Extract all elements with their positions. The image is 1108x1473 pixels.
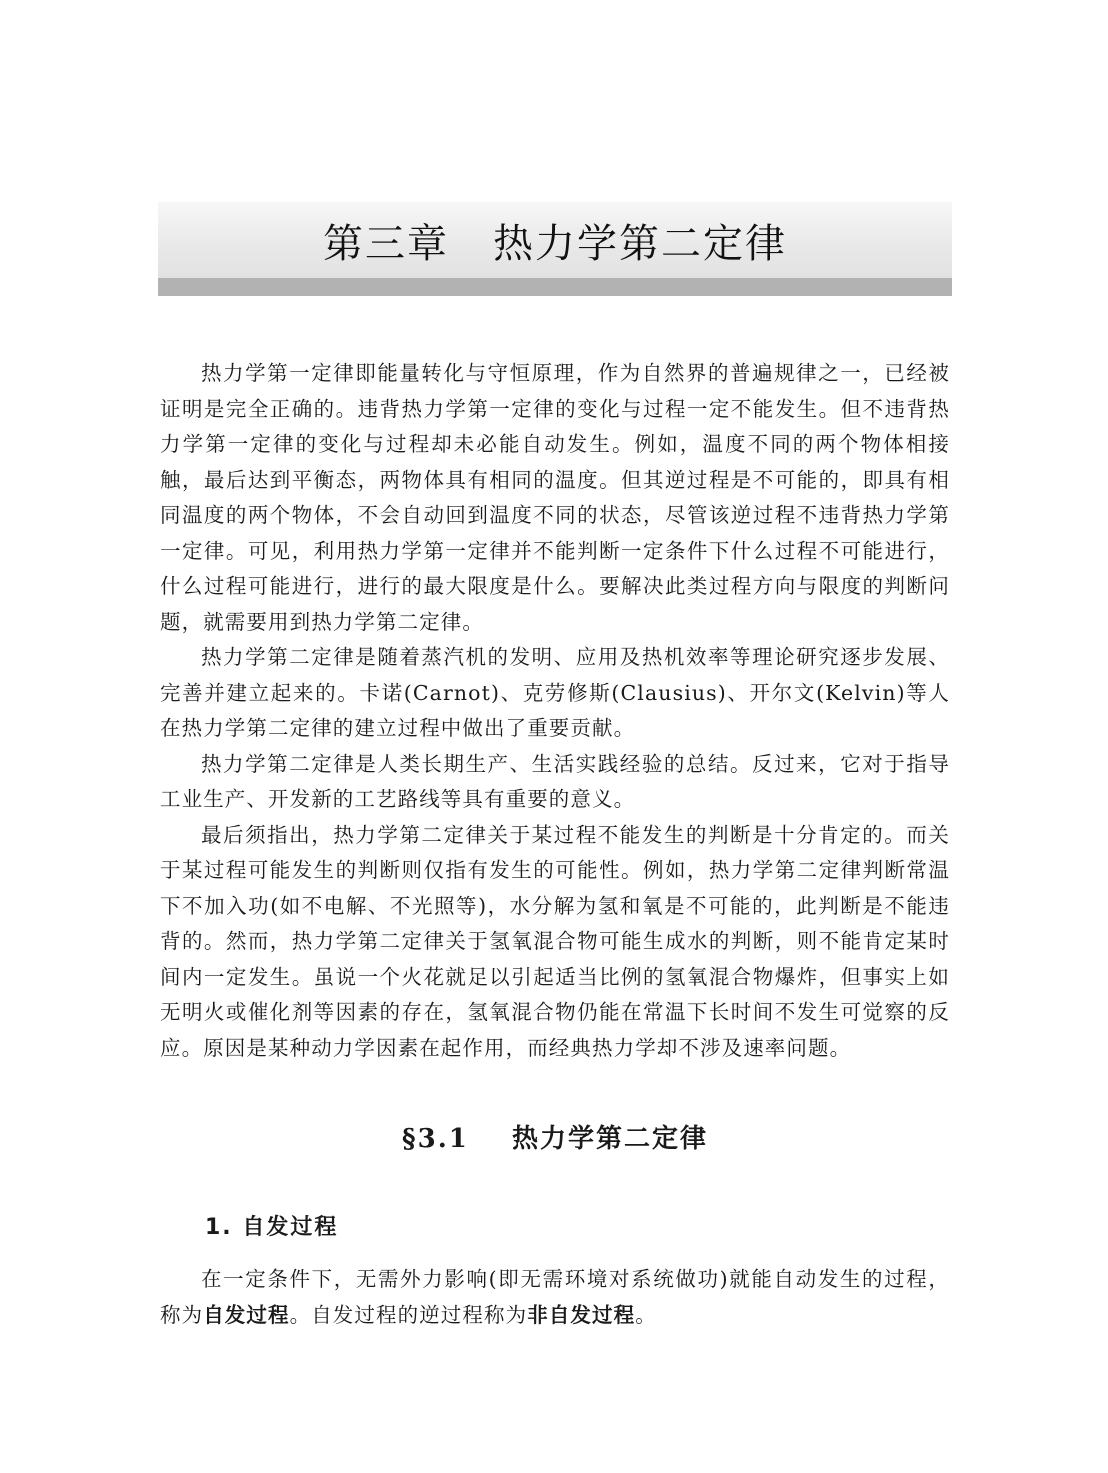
- definition-paragraph: [160, 1262, 950, 1333]
- definition-text-part: 。自发过程的逆过程称为: [289, 1302, 528, 1327]
- paragraph: 热力学第二定律是随着蒸汽机的发明、应用及热机效率等理论研究逐步发展、完善并建立起来的。卡诺(Carnot)、克劳修斯(Clausius)、开尔文(Kelvin)等人在热力学第二定律的建立过程中做出了重要贡献。: [160, 645, 950, 740]
- subsection-heading: 1. 自发过程: [205, 1215, 339, 1240]
- chapter-banner-bar: [158, 278, 952, 296]
- term-spontaneous-process: 自发过程: [203, 1302, 290, 1327]
- paragraph: 热力学第一定律即能量转化与守恒原理，作为自然界的普遍规律之一，已经被证明是完全正确的。违背热力学第一定律的变化与过程一定不能发生。但不违背热力学第一定律的变化与过程却未必能自动发生。例如，温度不同的两个物体相接触，最后达到平衡态，两物体具有相同的温度。但其逆过程是不可能的，即具有相同温度的两个物体，不会自动回到温度不同的状态，尽管该逆过程不违背热力学第一定律。可见，利用热力学第一定律并不能判断一定条件下什么过程不可能进行，什么过程可能进行，进行的最大限度是什么。要解决此类过程方向与限度的判断问题，就需要用到热力学第二定律。: [160, 361, 950, 634]
- chapter-number: 第三章: [323, 220, 449, 267]
- definition-text-part: 。: [635, 1302, 657, 1327]
- section-title: 热力学第二定律: [511, 1124, 708, 1154]
- section-heading: [160, 1118, 950, 1155]
- definition-text-part: 在一定条件下，无需外力影响(即无需环境对系统做功)就能自动发生的过程，称为: [160, 1267, 950, 1327]
- term-nonspontaneous-process: 非自发过程: [527, 1302, 636, 1327]
- section-number: §3.1: [402, 1124, 469, 1154]
- paragraph: 热力学第二定律是人类长期生产、生活实践经验的总结。反过来，它对于指导工业生产、开发新的工艺路线等具有重要的意义。: [160, 751, 950, 811]
- chapter-title: [158, 202, 952, 278]
- paragraph: 最后须指出，热力学第二定律关于某过程不能发生的判断是十分肯定的。而关于某过程可能发生的判断则仅指有发生的可能性。例如，热力学第二定律判断常温下不加入功(如不电解、不光照等)，水分解为氢和氧是不可能的，此判断是不能违背的。然而，热力学第二定律关于氢氧混合物可能生成水的判断，则不能肯定某时间内一定发生。虽说一个火花就足以引起适当比例的氢氧混合物爆炸，但事实上如无明火或催化剂等因素的存在，氢氧混合物仍能在常温下长时间不发生可觉察的反应。原因是某种动力学因素在起作用，而经典热力学却不涉及速率问题。: [160, 822, 950, 1060]
- chapter-name: 热力学第二定律: [493, 220, 787, 267]
- intro-text: [160, 356, 950, 1066]
- definition-text: [160, 1262, 950, 1333]
